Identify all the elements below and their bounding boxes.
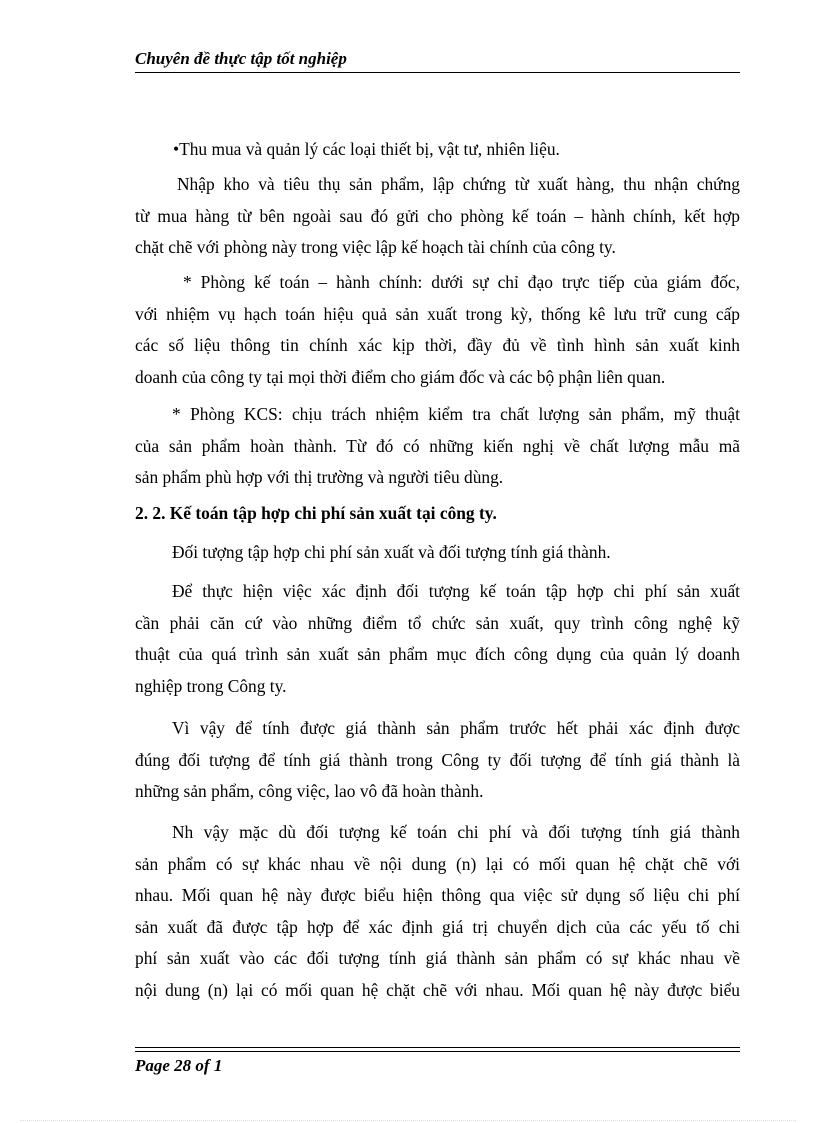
text-line: Nh vậy mặc dù đối tượng kế toán chi phí và đối tượng tính giá thành <box>172 822 740 842</box>
text-line: cần phải căn cứ vào những điểm tổ chức sản xuất, quy trình công nghệ kỹ <box>135 612 740 633</box>
text-line: •Thu mua và quản lý các loại thiết bị, vật tư, nhiên liệu. <box>173 139 560 159</box>
text-line: * Phòng KCS: chịu trách nhiệm kiểm tra chất lượng sản phẩm, mỹ thuật <box>172 404 740 424</box>
section-heading <box>135 498 740 530</box>
text-line: * Phòng kế toán – hành chính: dưới sự chỉ đạo trực tiếp của giám đốc, <box>183 272 740 292</box>
text-line: với nhiệm vụ hạch toán hiệu quả sản xuất trong kỳ, thống kê lưu trữ cung cấp <box>135 303 740 324</box>
text-line: sản phẩm có sự khác nhau về nội dung (n) lại có mối quan hệ chặt chẽ với <box>135 853 740 874</box>
text-line: đúng đối tượng để tính giá thành trong Công ty đối tượng để tính giá thành là <box>135 749 740 770</box>
paragraph-accounting-dept <box>135 267 740 393</box>
text-line: Nhập kho và tiêu thụ sản phẩm, lập chứng từ xuất hàng, thu nhận chứng <box>177 174 740 194</box>
footer-divider-top <box>135 1047 740 1048</box>
text-line: nhau. Mối quan hệ này được biểu hiện thông qua việc sử dụng số liệu chi phí <box>135 885 740 905</box>
text-line: sản xuất đã được tập hợp để xác định giá trị chuyển dịch của các yếu tố chi <box>135 916 740 937</box>
footer-divider-bottom <box>135 1051 740 1052</box>
text-line: doanh của công ty tại mọi thời điểm cho giám đốc và các bộ phận liên quan. <box>135 366 666 387</box>
paragraph-cost-objects <box>135 537 740 569</box>
text-line: phí sản xuất vào các đối tượng tính giá thành sản phẩm có sự khác nhau về <box>135 948 740 968</box>
paragraph-cost-calculation <box>135 713 740 808</box>
text-line: nghiệp trong Công ty. <box>135 675 287 696</box>
text-line: từ mua hàng từ bên ngoài sau đó gửi cho phòng kế toán – hành chính, kết hợp <box>135 205 740 226</box>
heading-text: 2. 2. Kế toán tập hợp chi phí sản xuất tại công ty. <box>135 503 497 523</box>
text-line: Đối tượng tập hợp chi phí sản xuất và đối tượng tính giá thành. <box>172 542 611 562</box>
text-line: sản phẩm phù hợp với thị trường và người tiêu dùng. <box>135 467 504 487</box>
text-line: của sản phẩm hoàn thành. Từ đó có những kiến nghị về chất lượng mẫu mã <box>135 435 740 456</box>
paragraph-warehouse <box>135 169 740 264</box>
page-number: Page 28 of 1 <box>135 1056 223 1075</box>
paragraph-relationship <box>135 817 740 1006</box>
page-edge <box>20 1120 796 1121</box>
page-header <box>135 48 740 72</box>
text-line: những sản phẩm, công việc, lao vô đã hoàn thành. <box>135 781 484 801</box>
paragraph-determination <box>135 576 740 702</box>
paragraph-procurement <box>135 134 740 166</box>
text-line: Vì vậy để tính được giá thành sản phẩm trước hết phải xác định được <box>172 718 740 738</box>
text-line: Để thực hiện việc xác định đối tượng kế toán tập hợp chi phí sản xuất <box>172 581 740 601</box>
text-line: các số liệu thông tin chính xác kịp thời, đầy đủ về tình hình sản xuất kinh <box>135 335 740 355</box>
text-line: nội dung (n) lại có mối quan hệ chặt chẽ với nhau. Mối quan hệ này được biểu <box>135 979 740 1000</box>
text-line: chặt chẽ với phòng này trong việc lập kế hoạch tài chính của công ty. <box>135 237 616 257</box>
header-divider <box>135 72 740 73</box>
text-line: thuật của quá trình sản xuất sản phẩm mục đích công dụng của quản lý doanh <box>135 644 740 664</box>
paragraph-kcs-dept <box>135 399 740 494</box>
document-title: Chuyên đề thực tập tốt nghiệp <box>135 49 347 68</box>
